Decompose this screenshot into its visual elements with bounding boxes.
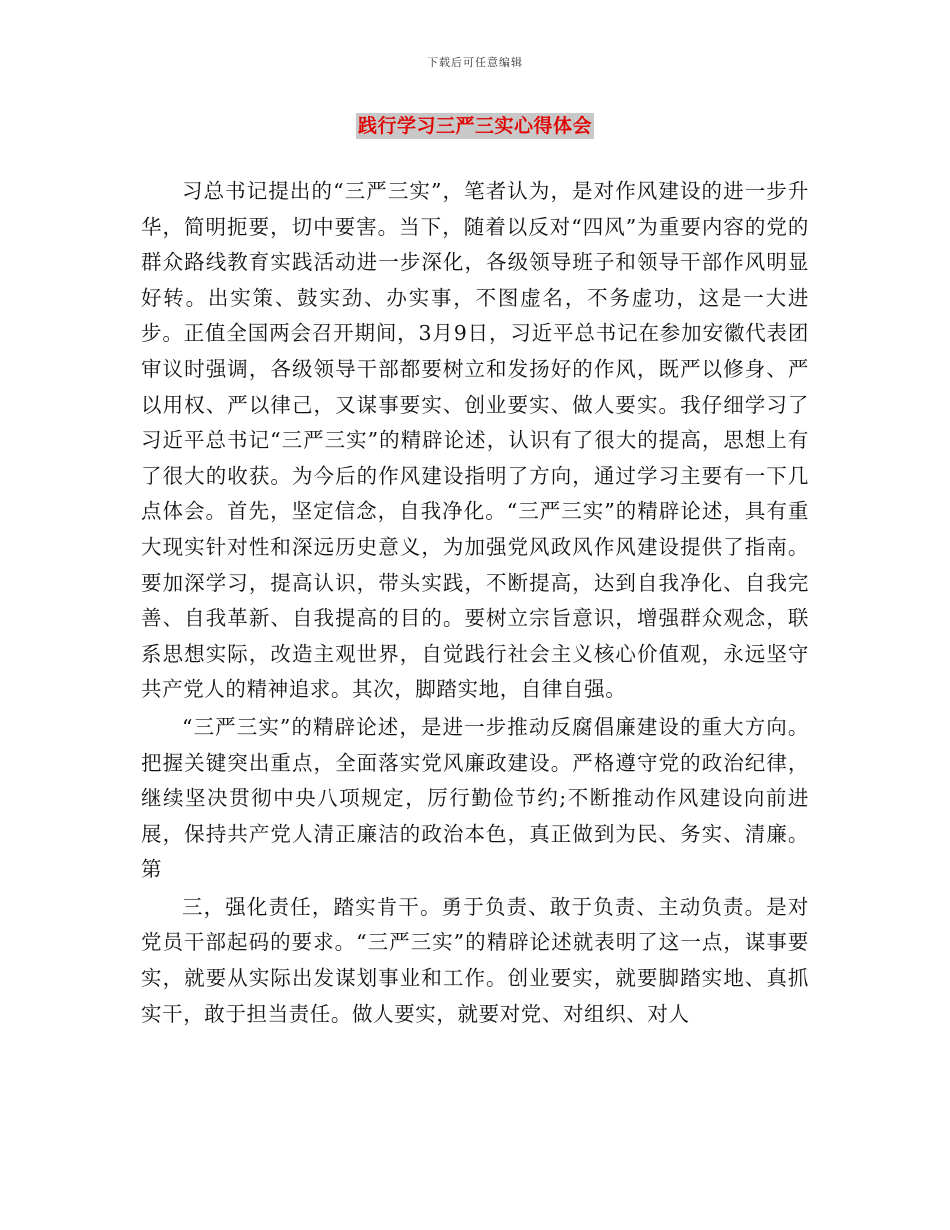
document-title: 践行学习三严三实心得体会 — [357, 115, 592, 137]
paragraph-2: “三严三实”的精辟论述，是进一步推动反腐倡廉建设的重大方向。把握关键突出重点，全面落实党风廉政建设。严格遵守党的政治纪律，继续坚决贯彻中央八项规定，厉行勤俭节约;不断推动作风建设向前进展，保持共产党人清正廉洁的政治本色，真正做到为民、务实、清廉。第 — [141, 714, 809, 882]
paragraph-1: 习总书记提出的“三严三实”，笔者认为，是对作风建设的进一步升华，简明扼要，切中要害。当下，随着以反对“四风”为重要内容的党的群众路线教育实践活动进一步深化，各级领导班子和领导干部作风明显好转。出实策、鼓实劲、办实事，不图虚名，不务虚功，这是一大进步。正值全国两会召开期间，3月9日，习近平总书记在参加安徽代表团审议时强调，各级领导干部都要树立和发扬好的作风，既严以修身、严以用权、严以律己，又谋事要实、创业要实、做人要实。我仔细学习了习近平总书记“三严三实”的精辟论述，认识有了很大的提高，思想上有了很大的收获。为今后的作风建设指明了方向，通过学习主要有一下几点体会。首先，坚定信念，自我净化。“三严三实”的精辟论述，具有重大现实针对性和深远历史意义，为加强党风政风作风建设提供了指南。要加深学习，提高认识，带头实践，不断提高，达到自我净化、自我完善、自我革新、自我提高的目的。要树立宗旨意识，增强群众观念，联系思想实际，改造主观世界，自觉践行社会主义核心价值观，永远坚守共产党人的精神追求。其次，脚踏实地，自律自强。 — [141, 179, 809, 702]
header-note: 下载后可任意编辑 — [427, 56, 523, 69]
paragraph-3: 三，强化责任，踏实肯干。勇于负责、敢于负责、主动负责。是对党员干部起码的要求。“三严三实”的精辟论述就表明了这一点，谋事要实，就要从实际出发谋划事业和工作。创业要实，就要脚踏实地、真抓实干，敢于担当责任。做人要实，就要对党、对组织、对人 — [141, 894, 809, 1026]
document-body — [141, 174, 809, 1032]
title-container — [0, 113, 950, 139]
